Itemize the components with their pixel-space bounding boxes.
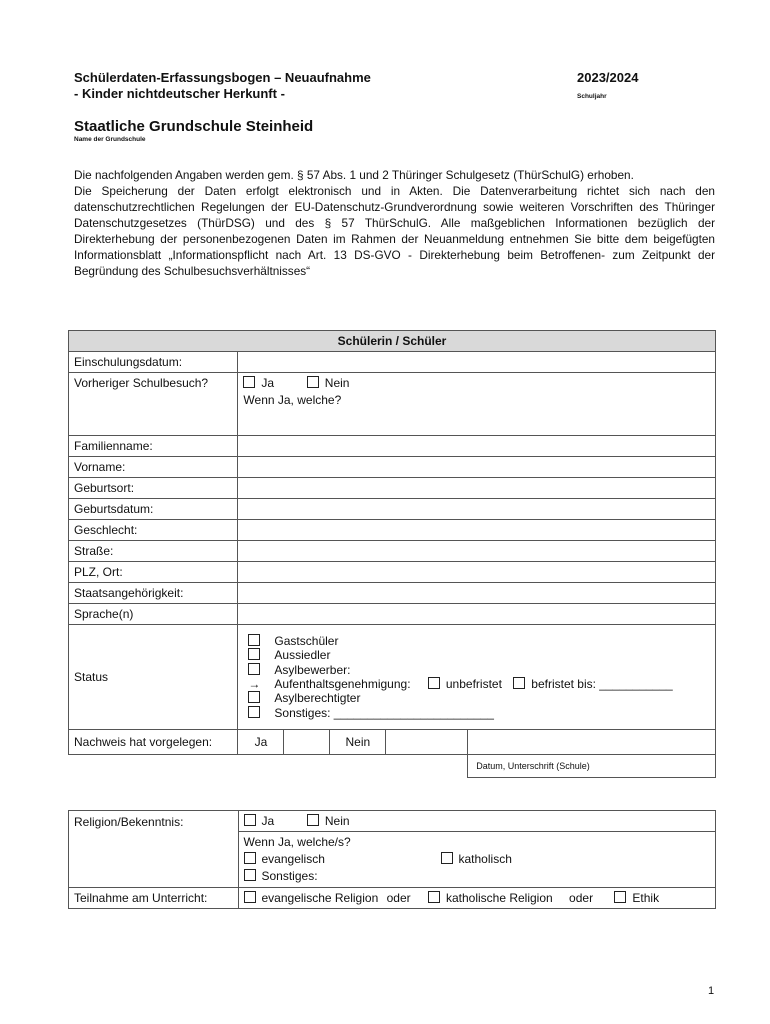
intro-text — [74, 167, 715, 279]
unbefristet-label: unbefristet — [445, 677, 502, 691]
arrow-icon: → — [248, 677, 261, 691]
sonstiges-status-label: Sonstiges: ________________________ — [274, 705, 494, 720]
sonstiges-religion-checkbox[interactable] — [244, 869, 256, 881]
vorheriger-schulbesuch-label: Vorheriger Schulbesuch? — [69, 373, 238, 394]
vorheriger-ja-checkbox[interactable] — [243, 376, 255, 388]
sprachen-field[interactable] — [238, 604, 716, 625]
oder-2-label: oder — [569, 891, 594, 905]
vorheriger-ja-label: Ja — [261, 376, 275, 390]
intro-paragraph-1: Die nachfolgenden Angaben werden gem. § 57 Abs. 1 und 2 Thüringer Schulgesetz (ThürSchulG) erhoben. — [74, 168, 634, 182]
signature-label: Datum, Unterschrift (Schule) — [476, 761, 590, 771]
nachweis-ja-label: Ja — [238, 730, 284, 755]
katholisch-label: katholisch — [458, 852, 512, 866]
gastschueler-checkbox[interactable] — [248, 634, 260, 646]
school-name: Staatliche Grundschule Steinheid — [74, 118, 314, 135]
asylbewerber-checkbox[interactable] — [248, 663, 260, 675]
geburtsort-field[interactable] — [238, 478, 716, 499]
gastschueler-label: Gastschüler — [274, 634, 339, 649]
vorheriger-nein-checkbox[interactable] — [307, 376, 319, 388]
student-table-header: Schülerin / Schüler — [69, 331, 716, 352]
evangelisch-checkbox[interactable] — [244, 852, 256, 864]
ethik-label: Ethik — [632, 891, 660, 905]
teilnahme-options — [238, 888, 716, 909]
asylberechtigter-checkbox[interactable] — [248, 691, 260, 703]
strasse-field[interactable] — [238, 541, 716, 562]
form-subtitle: - Kinder nichtdeutscher Herkunft - — [74, 86, 285, 101]
vorheriger-nein-label: Nein — [324, 376, 350, 390]
staatsangehoerigkeit-field[interactable] — [238, 583, 716, 604]
einschulungsdatum-label: Einschulungsdatum: — [69, 352, 238, 373]
religion-label: Religion/Bekenntnis: — [69, 811, 239, 888]
geburtsdatum-label: Geburtsdatum: — [69, 499, 238, 520]
vorheriger-spacer — [69, 393, 238, 436]
sonstiges-status-checkbox[interactable] — [248, 706, 260, 718]
plz-ort-label: PLZ, Ort: — [69, 562, 238, 583]
status-options — [238, 625, 716, 730]
signature-field[interactable] — [468, 730, 715, 755]
religion-welche — [238, 832, 716, 888]
aussiedler-checkbox[interactable] — [248, 648, 260, 660]
religion-options — [238, 811, 716, 832]
wenn-ja-welche-label: Wenn Ja, welche? — [243, 393, 342, 407]
religion-nein-label: Nein — [324, 814, 350, 828]
befristet-label: befristet bis: ___________ — [531, 677, 673, 691]
geschlecht-label: Geschlecht: — [69, 520, 238, 541]
staatsangehoerigkeit-label: Staatsangehörigkeit: — [69, 583, 238, 604]
school-year: 2023/2024 — [577, 70, 639, 85]
geschlecht-field[interactable] — [238, 520, 716, 541]
ev-religion-label: evangelische Religion — [261, 891, 379, 905]
school-name-label: Name der Grundschule — [74, 136, 146, 143]
sprachen-label: Sprache(n) — [69, 604, 238, 625]
nachweis-nein-field[interactable] — [386, 730, 468, 755]
religion-ja-checkbox[interactable] — [244, 814, 256, 826]
asylbewerber-label: Asylbewerber: — [274, 662, 351, 677]
sonstiges-religion-label: Sonstiges: — [261, 869, 318, 883]
vorname-label: Vorname: — [69, 457, 238, 478]
strasse-label: Straße: — [69, 541, 238, 562]
religion-ja-label: Ja — [261, 814, 275, 828]
nachweis-nein-label: Nein — [330, 730, 386, 755]
kath-religion-checkbox[interactable] — [428, 891, 440, 903]
ethik-checkbox[interactable] — [614, 891, 626, 903]
vorheriger-welche-field[interactable] — [238, 393, 716, 436]
nachweis-spacer — [69, 755, 468, 778]
teilnahme-label: Teilnahme am Unterricht: — [69, 888, 239, 909]
ev-religion-checkbox[interactable] — [244, 891, 256, 903]
aussiedler-label: Aussiedler — [274, 648, 331, 663]
student-table — [68, 330, 716, 778]
school-year-label: Schuljahr — [577, 93, 607, 100]
aufenthaltsgenehmigung-label: Aufenthaltsgenehmigung: — [274, 677, 411, 691]
signature-cell — [468, 730, 716, 778]
religion-table — [68, 810, 716, 909]
vorheriger-schulbesuch-options — [238, 373, 716, 394]
kath-religion-label: katholische Religion — [445, 891, 553, 905]
oder-1-label: oder — [386, 891, 411, 905]
geburtsdatum-field[interactable] — [238, 499, 716, 520]
vorname-field[interactable] — [238, 457, 716, 478]
status-label: Status — [69, 625, 238, 730]
evangelisch-label: evangelisch — [261, 852, 325, 866]
katholisch-checkbox[interactable] — [441, 852, 453, 864]
nachweis-label: Nachweis hat vorgelegen: — [69, 730, 238, 755]
form-title: Schülerdaten-Erfassungsbogen – Neuaufnahme — [74, 70, 371, 85]
befristet-checkbox[interactable] — [513, 677, 525, 689]
page-number: 1 — [708, 985, 715, 997]
familienname-field[interactable] — [238, 436, 716, 457]
intro-paragraph-2: Die Speicherung der Daten erfolgt elektronisch und in Akten. Die Datenverarbeitung richtet sich nach den datenschutzrechtlichen Regelungen der EU-Datenschutz-Grundverordnung sowie weiteren Vorschriften des Thüringer Datenschutzgesetzes (ThürDSG) und des § 57 ThürSchulG. Alle maßgeblichen Informationen bezüglich der Direkterhebung der personenbezogenen Daten im Rahmen der Neuanmeldung entnehmen Sie bitte dem beigefügten Informationsblatt „Informationspflicht nach Art. 13 DS-GVO - Direkterhebung beim Betroffenen- zum Zeitpunkt der Begründung des Schulbesuchsverhältnisses“ — [74, 184, 715, 278]
plz-ort-field[interactable] — [238, 562, 716, 583]
religion-nein-checkbox[interactable] — [307, 814, 319, 826]
einschulungsdatum-field[interactable] — [238, 352, 716, 373]
unbefristet-checkbox[interactable] — [428, 677, 440, 689]
familienname-label: Familienname: — [69, 436, 238, 457]
geburtsort-label: Geburtsort: — [69, 478, 238, 499]
wenn-ja-welche-religion-label: Wenn Ja, welche/s? — [243, 835, 351, 849]
nachweis-ja-field[interactable] — [284, 730, 330, 755]
asylberechtigter-label: Asylberechtigter — [274, 691, 361, 706]
